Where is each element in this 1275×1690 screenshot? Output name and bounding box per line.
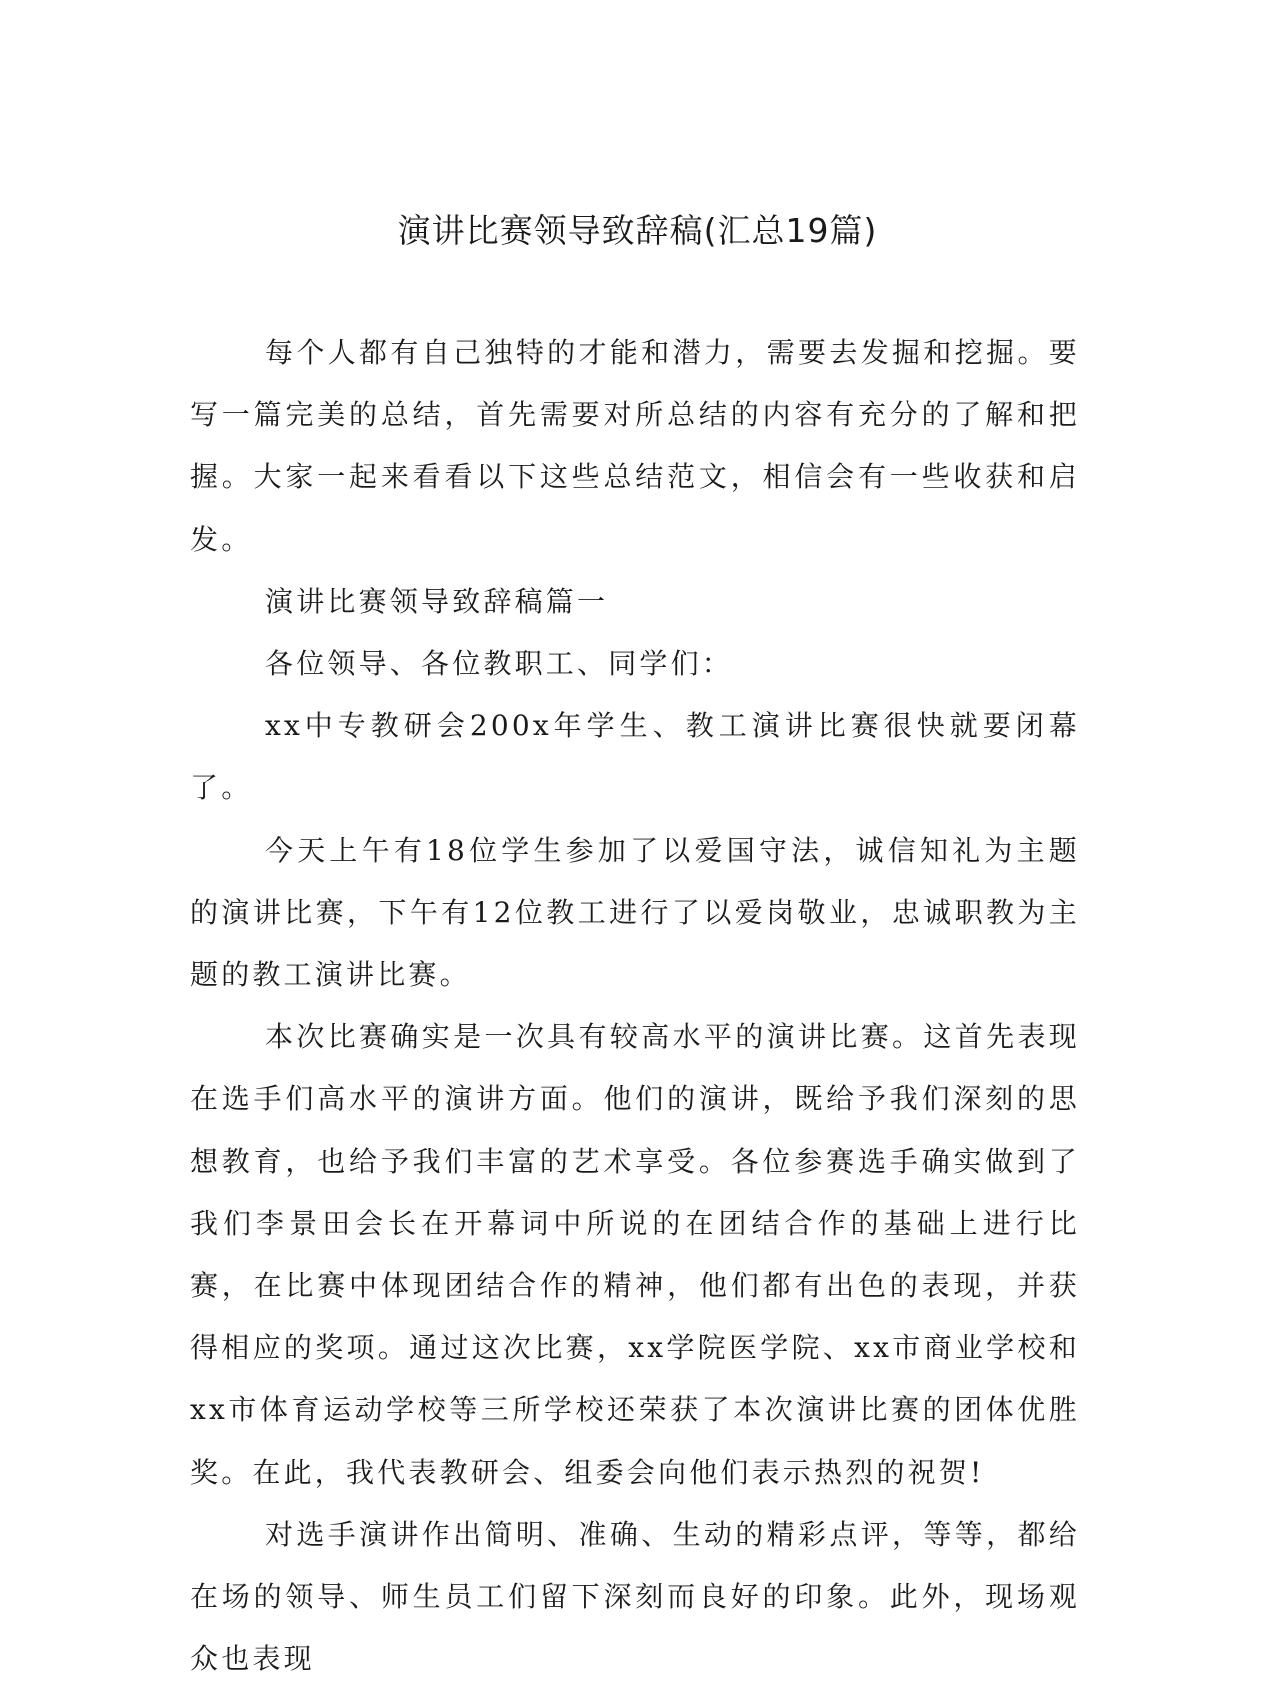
section-heading: 演讲比赛领导致辞稿篇一	[265, 584, 609, 618]
salutation: 各位领导、各位教职工、同学们：	[265, 647, 734, 681]
document-title: 演讲比赛领导致辞稿(汇总19篇)	[397, 211, 878, 250]
document-body	[190, 322, 1080, 1690]
intro-paragraph: 每个人都有自己独特的才能和潜力，需要去发掘和挖掘。要写一篇完美的总结，首先需要对所总结的内容有充分的了解和把握。大家一起来看看以下这些总结范文，相信会有一些收获和启发。	[190, 336, 1080, 556]
body-paragraph: xx中专教研会200x年学生、教工演讲比赛很快就要闭幕了。	[190, 709, 1080, 805]
body-paragraph: 本次比赛确实是一次具有较高水平的演讲比赛。这首先表现在选手们高水平的演讲方面。他们的演讲，既给予我们深刻的思想教育，也给予我们丰富的艺术享受。各位参赛选手确实做到了我们李景田会长在开幕词中所说的在团结合作的基础上进行比赛，在比赛中体现团结合作的精神，他们都有出色的表现，并获得相应的奖项。通过这次比赛，xx学院医学院、xx市商业学校和xx市体育运动学校等三所学校还荣获了本次演讲比赛的团体优胜奖。在此，我代表教研会、组委会向他们表示热烈的祝贺!	[190, 1020, 1080, 1489]
body-paragraph: 对选手演讲作出简明、准确、生动的精彩点评，等等，都给在场的领导、师生员工们留下深刻而良好的印象。此外，现场观众也表现	[190, 1517, 1080, 1676]
body-paragraph: 今天上午有18位学生参加了以爱国守法，诚信知礼为主题的演讲比赛，下午有12位教工进行了以爱岗敬业，忠诚职教为主题的教工演讲比赛。	[190, 833, 1080, 992]
